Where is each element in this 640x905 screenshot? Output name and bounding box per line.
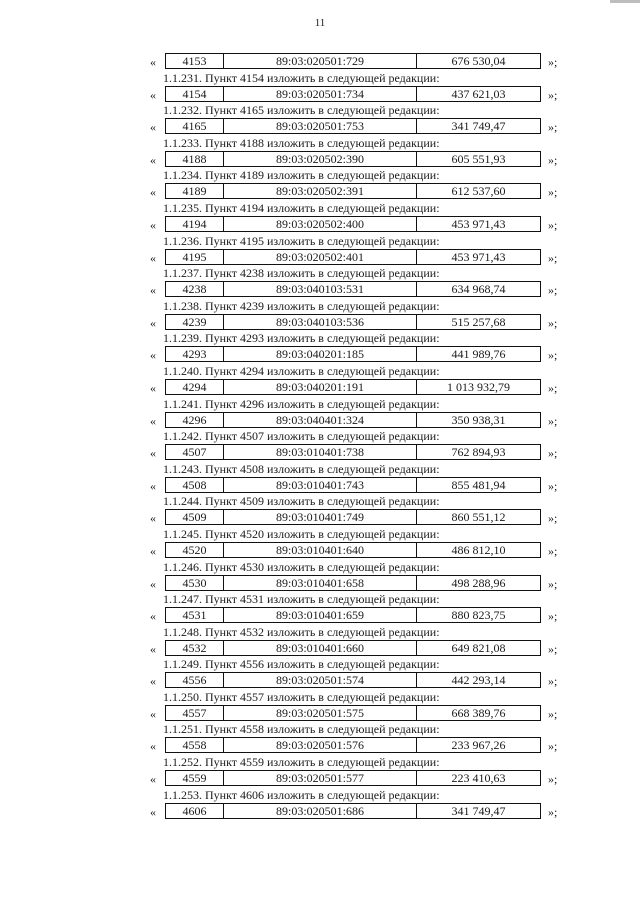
cadastral-number-cell: 89:03:020501:574 (224, 673, 417, 687)
item-number-cell: 4195 (166, 250, 224, 264)
amendment-heading: 1.1.232. Пункт 4165 изложить в следующей редакции: (163, 103, 440, 118)
cadastral-number-cell: 89:03:020501:729 (224, 54, 417, 68)
closing-quote: »; (548, 674, 558, 689)
cadastral-value-cell: 223 410,63 (451, 771, 506, 786)
closing-quote: »; (548, 413, 558, 428)
cadastral-number-cell: 89:03:020501:577 (224, 771, 417, 785)
table-row (0, 769, 640, 789)
closing-quote: »; (548, 55, 558, 69)
cadastral-value-cell: 634 968,74 (451, 282, 506, 297)
opening-quote: « (150, 543, 156, 558)
row-cells (165, 53, 541, 69)
amendment-heading: 1.1.248. Пункт 4532 изложить в следующей редакции: (163, 624, 440, 639)
table-row (0, 541, 640, 561)
item-number-cell: 4293 (166, 347, 224, 361)
row-cells (165, 737, 541, 753)
amendment-heading: 1.1.240. Пункт 4294 изложить в следующей редакции: (163, 363, 440, 378)
opening-quote: « (150, 348, 156, 363)
amendment-heading: 1.1.235. Пункт 4194 изложить в следующей редакции: (163, 200, 440, 215)
closing-quote: »; (548, 576, 558, 591)
opening-quote: « (150, 511, 156, 526)
cadastral-value-cell: 341 749,47 (451, 119, 506, 134)
table-row (0, 52, 640, 72)
closing-quote: »; (548, 152, 558, 167)
cadastral-number-cell: 89:03:020502:401 (224, 250, 417, 264)
cadastral-number-cell: 89:03:040201:185 (224, 347, 417, 361)
cadastral-number-cell: 89:03:020502:391 (224, 184, 417, 198)
cadastral-value-cell: 668 389,76 (451, 705, 506, 720)
amendment-heading: 1.1.252. Пункт 4559 изложить в следующей редакции: (163, 755, 440, 770)
amendment-heading: 1.1.249. Пункт 4556 изложить в следующей редакции: (163, 657, 440, 672)
item-number-cell: 4296 (166, 413, 224, 427)
cadastral-number-cell: 89:03:020501:576 (224, 738, 417, 752)
amendment-heading: 1.1.231. Пункт 4154 изложить в следующей редакции: (163, 70, 440, 85)
cadastral-value-cell: 612 537,60 (451, 184, 506, 199)
cadastral-number-cell: 89:03:040103:536 (224, 315, 417, 329)
amendment-heading: 1.1.250. Пункт 4557 изложить в следующей редакции: (163, 689, 440, 704)
item-number-cell: 4530 (166, 576, 224, 590)
scan-corner-mark (610, 0, 640, 3)
opening-quote: « (150, 804, 156, 819)
item-number-cell: 4294 (166, 380, 224, 394)
item-number-cell: 4154 (166, 87, 224, 101)
opening-quote: « (150, 380, 156, 395)
amendment-heading: 1.1.237. Пункт 4238 изложить в следующей редакции: (163, 266, 440, 281)
cadastral-number-cell: 89:03:020501:575 (224, 706, 417, 720)
item-number-cell: 4239 (166, 315, 224, 329)
row-cells (165, 542, 541, 558)
table-row (0, 671, 640, 691)
opening-quote: « (150, 478, 156, 493)
cadastral-number-cell: 89:03:010401:658 (224, 576, 417, 590)
closing-quote: »; (548, 609, 558, 624)
table-row (0, 280, 640, 300)
table-row (0, 182, 640, 202)
cadastral-number-cell: 89:03:010401:640 (224, 543, 417, 557)
cadastral-number-cell: 89:03:010401:738 (224, 445, 417, 459)
closing-quote: »; (548, 543, 558, 558)
closing-quote: »; (548, 706, 558, 721)
table-row (0, 443, 640, 463)
table-row (0, 476, 640, 496)
row-cells (165, 183, 541, 199)
cadastral-number-cell: 89:03:020502:400 (224, 217, 417, 231)
item-number-cell: 4188 (166, 152, 224, 166)
cadastral-value-cell: 880 823,75 (451, 608, 506, 623)
closing-quote: »; (548, 315, 558, 330)
cadastral-value-cell: 1 013 932,79 (447, 379, 510, 394)
amendments-list (0, 52, 640, 821)
item-number-cell: 4153 (166, 54, 224, 68)
opening-quote: « (150, 641, 156, 656)
table-row (0, 345, 640, 365)
closing-quote: »; (548, 87, 558, 102)
amendment-heading: 1.1.236. Пункт 4195 изложить в следующей редакции: (163, 233, 440, 248)
amendment-heading: 1.1.239. Пункт 4293 изложить в следующей редакции: (163, 331, 440, 346)
closing-quote: »; (548, 772, 558, 787)
cadastral-number-cell: 89:03:020501:734 (224, 87, 417, 101)
cadastral-value-cell: 498 288,96 (451, 575, 506, 590)
cadastral-value-cell: 649 821,08 (451, 640, 506, 655)
cadastral-value-cell: 486 812,10 (451, 542, 506, 557)
row-cells (165, 151, 541, 167)
amendment-heading: 1.1.244. Пункт 4509 изложить в следующей редакции: (163, 494, 440, 509)
item-number-cell: 4532 (166, 641, 224, 655)
cadastral-value-cell: 605 551,93 (451, 151, 506, 166)
row-cells (165, 379, 541, 395)
item-number-cell: 4557 (166, 706, 224, 720)
cadastral-number-cell: 89:03:020501:753 (224, 119, 417, 133)
amendment-heading: 1.1.247. Пункт 4531 изложить в следующей редакции: (163, 592, 440, 607)
table-row (0, 150, 640, 170)
amendment-heading: 1.1.234. Пункт 4189 изложить в следующей редакции: (163, 168, 440, 183)
row-cells (165, 314, 541, 330)
closing-quote: »; (548, 511, 558, 526)
opening-quote: « (150, 413, 156, 428)
cadastral-value-cell: 855 481,94 (451, 477, 506, 492)
table-row (0, 313, 640, 333)
row-cells (165, 705, 541, 721)
amendment-heading: 1.1.241. Пункт 4296 изложить в следующей редакции: (163, 396, 440, 411)
row-cells (165, 509, 541, 525)
cadastral-value-cell: 437 621,03 (451, 86, 506, 101)
opening-quote: « (150, 152, 156, 167)
table-row (0, 574, 640, 594)
closing-quote: »; (548, 641, 558, 656)
cadastral-value-cell: 515 257,68 (451, 314, 506, 329)
opening-quote: « (150, 315, 156, 330)
row-cells (165, 216, 541, 232)
amendment-heading: 1.1.243. Пункт 4508 изложить в следующей редакции: (163, 461, 440, 476)
opening-quote: « (150, 706, 156, 721)
item-number-cell: 4520 (166, 543, 224, 557)
item-number-cell: 4194 (166, 217, 224, 231)
item-number-cell: 4238 (166, 282, 224, 296)
cadastral-number-cell: 89:03:020501:686 (224, 804, 417, 818)
table-row (0, 117, 640, 137)
row-cells (165, 770, 541, 786)
closing-quote: »; (548, 380, 558, 395)
opening-quote: « (150, 185, 156, 200)
cadastral-value-cell: 762 894,93 (451, 445, 506, 460)
table-row (0, 248, 640, 268)
opening-quote: « (150, 283, 156, 298)
closing-quote: »; (548, 185, 558, 200)
cadastral-value-cell: 233 967,26 (451, 738, 506, 753)
closing-quote: »; (548, 446, 558, 461)
closing-quote: »; (548, 283, 558, 298)
table-row (0, 378, 640, 398)
table-row (0, 736, 640, 756)
amendment-heading: 1.1.238. Пункт 4239 изложить в следующей редакции: (163, 298, 440, 313)
cadastral-value-cell: 441 989,76 (451, 347, 506, 362)
cadastral-number-cell: 89:03:040401:324 (224, 413, 417, 427)
opening-quote: « (150, 250, 156, 265)
row-cells (165, 86, 541, 102)
item-number-cell: 4606 (166, 804, 224, 818)
item-number-cell: 4165 (166, 119, 224, 133)
item-number-cell: 4508 (166, 478, 224, 492)
table-row (0, 639, 640, 659)
item-number-cell: 4556 (166, 673, 224, 687)
cadastral-number-cell: 89:03:040201:191 (224, 380, 417, 394)
row-cells (165, 803, 541, 819)
amendment-heading: 1.1.233. Пункт 4188 изложить в следующей редакции: (163, 135, 440, 150)
row-cells (165, 346, 541, 362)
row-cells (165, 249, 541, 265)
cadastral-value-cell: 453 971,43 (451, 216, 506, 231)
table-row (0, 215, 640, 235)
closing-quote: »; (548, 348, 558, 363)
cadastral-number-cell: 89:03:010401:659 (224, 608, 417, 622)
table-row (0, 606, 640, 626)
opening-quote: « (150, 739, 156, 754)
closing-quote: »; (548, 217, 558, 232)
closing-quote: »; (548, 739, 558, 754)
row-cells (165, 640, 541, 656)
opening-quote: « (150, 609, 156, 624)
amendment-heading: 1.1.242. Пункт 4507 изложить в следующей редакции: (163, 429, 440, 444)
opening-quote: « (150, 772, 156, 787)
closing-quote: »; (548, 120, 558, 135)
opening-quote: « (150, 217, 156, 232)
cadastral-value-cell: 442 293,14 (451, 673, 506, 688)
row-cells (165, 444, 541, 460)
row-cells (165, 575, 541, 591)
closing-quote: »; (548, 804, 558, 819)
amendment-heading: 1.1.253. Пункт 4606 изложить в следующей редакции: (163, 787, 440, 802)
amendment-heading: 1.1.246. Пункт 4530 изложить в следующей редакции: (163, 559, 440, 574)
opening-quote: « (150, 576, 156, 591)
cadastral-value-cell: 350 938,31 (451, 412, 506, 427)
cadastral-number-cell: 89:03:010401:749 (224, 510, 417, 524)
cadastral-value-cell: 860 551,12 (451, 510, 506, 525)
cadastral-number-cell: 89:03:020502:390 (224, 152, 417, 166)
table-row (0, 411, 640, 431)
cadastral-number-cell: 89:03:040103:531 (224, 282, 417, 296)
opening-quote: « (150, 446, 156, 461)
row-cells (165, 672, 541, 688)
row-cells (165, 281, 541, 297)
opening-quote: « (150, 55, 156, 69)
cadastral-value-cell: 341 749,47 (451, 803, 506, 818)
cadastral-number-cell: 89:03:010401:743 (224, 478, 417, 492)
amendment-heading: 1.1.251. Пункт 4558 изложить в следующей редакции: (163, 722, 440, 737)
item-number-cell: 4531 (166, 608, 224, 622)
item-number-cell: 4189 (166, 184, 224, 198)
table-row (0, 508, 640, 528)
cadastral-value-cell: 676 530,04 (451, 54, 506, 68)
table-row (0, 704, 640, 724)
item-number-cell: 4558 (166, 738, 224, 752)
item-number-cell: 4507 (166, 445, 224, 459)
page-number: 11 (314, 17, 326, 29)
item-number-cell: 4559 (166, 771, 224, 785)
row-cells (165, 477, 541, 493)
opening-quote: « (150, 120, 156, 135)
row-cells (165, 118, 541, 134)
table-row (0, 802, 640, 822)
item-number-cell: 4509 (166, 510, 224, 524)
cadastral-number-cell: 89:03:010401:660 (224, 641, 417, 655)
row-cells (165, 607, 541, 623)
amendment-heading: 1.1.245. Пункт 4520 изложить в следующей редакции: (163, 526, 440, 541)
closing-quote: »; (548, 478, 558, 493)
table-row (0, 85, 640, 105)
row-cells (165, 412, 541, 428)
closing-quote: »; (548, 250, 558, 265)
cadastral-value-cell: 453 971,43 (451, 249, 506, 264)
opening-quote: « (150, 87, 156, 102)
opening-quote: « (150, 674, 156, 689)
